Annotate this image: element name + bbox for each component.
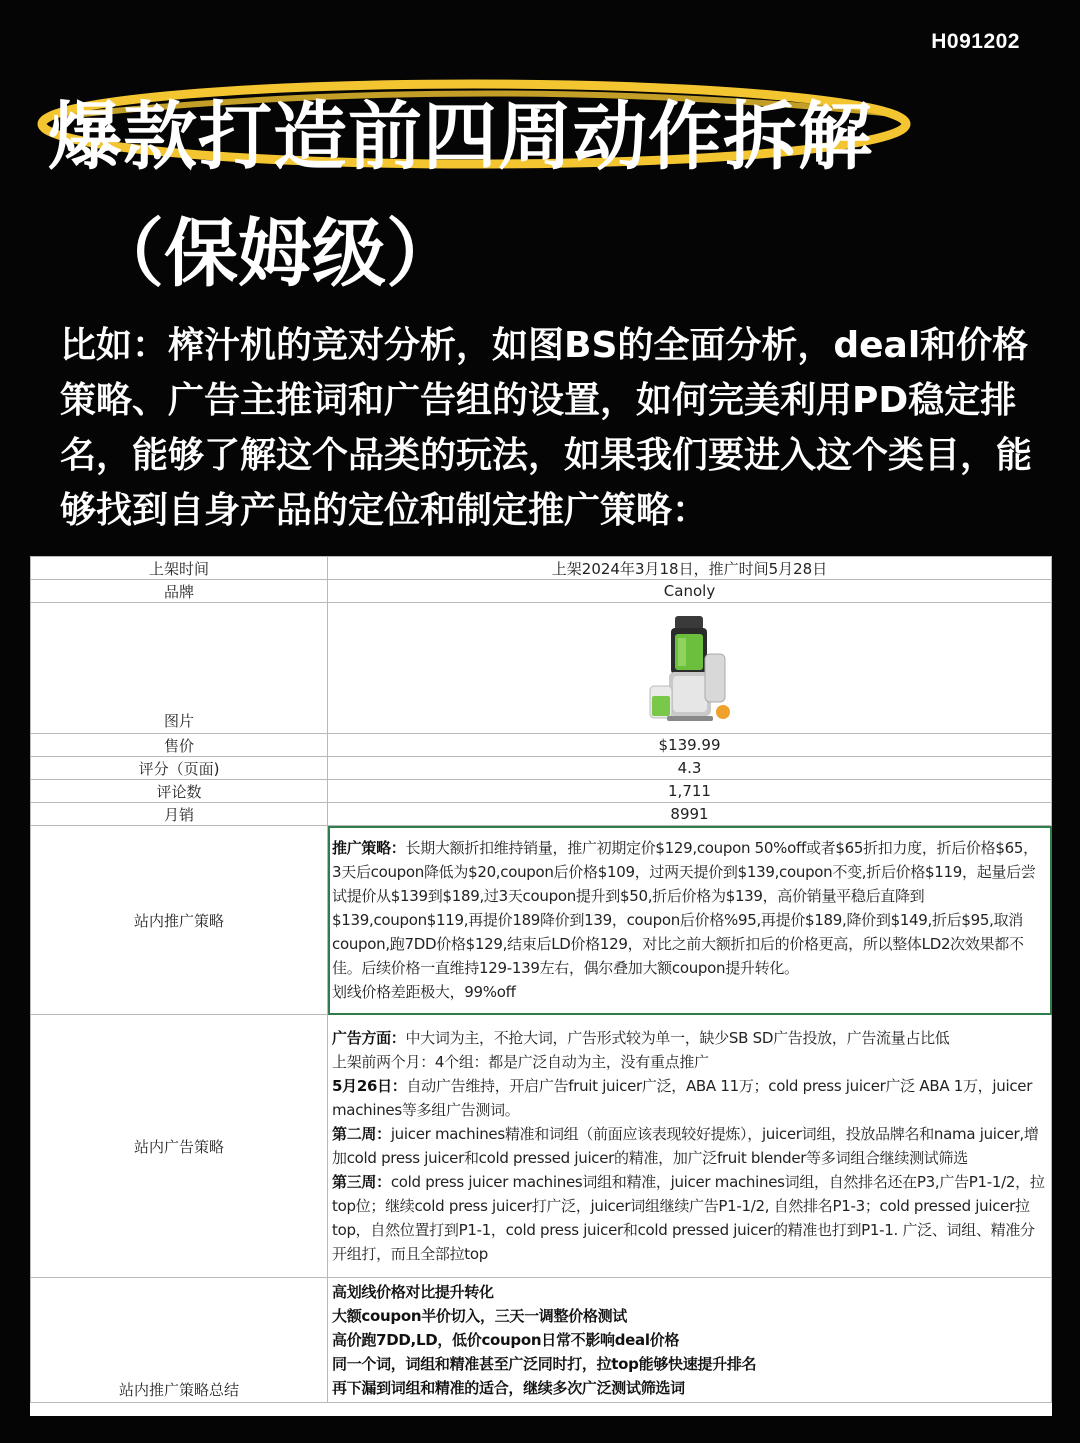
ads-para-4-heading: 第二周：	[332, 1125, 391, 1143]
title-block	[28, 60, 928, 190]
table-row	[31, 1278, 1052, 1403]
table-row	[31, 780, 1052, 803]
table-row	[31, 757, 1052, 780]
row-label-rating: 评分（页面)	[31, 757, 328, 780]
row-label-price: 售价	[31, 734, 328, 757]
summary-line: 同一个词，词组和精准甚至广泛同时打，拉top能够快速提升排名	[332, 1355, 757, 1373]
analysis-table	[30, 556, 1052, 1403]
table-row	[31, 580, 1052, 603]
summary-cell	[328, 1278, 1052, 1403]
table-row	[31, 803, 1052, 826]
promo-strategy-body: 长期大额折扣维持销量，推广初期定价$129,coupon 50%off或者$65折扣力度，折后价格$65，3天后coupon降低为$20,coupon后价格$109，过两天提价到$139,coupon不变,折后价格$119，起量后尝试提价从$139到$189,过3天coupon提升到$50,折后价格为$139，高价销量平稳后直降到$139,coupon$119,再提价189降价到139，coupon后价格%95,再提价$189,降价到$149,折后$95,取消coupon,跑7DD价格$129,结束后LD价格129，对比之前大额折扣后的价格更高，所以整体LD2次效果都不佳。后续价格一直维持129-139左右，偶尔叠加大额coupon提升转化。	[332, 839, 1038, 977]
table-row	[31, 826, 1052, 1015]
page-title: 爆款打造前四周动作拆解	[48, 94, 873, 180]
ads-para-5-body: cold press juicer machines词组和精准，juicer machines词组，自然排名还在P3,广告P1-1/2，拉top位；继续cold press juicer打广泛，juicer词组继续广告P1-1/2, 自然排名P1-3；cold pressed juicer拉top，自然位置打到P1-1，cold press juicer和cold pressed juicer的精准也打到P1-1. 广泛、词组、精准分开组打，而且全部拉top	[332, 1173, 1045, 1263]
ads-para-2: 上架前两个月：4个组：都是广泛自动为主，没有重点推广	[332, 1053, 709, 1071]
intro-paragraph: 比如：榨汁机的竞对分析，如图BS的全面分析，deal和价格策略、广告主推词和广告组的设置，如何完美利用PD稳定排名，能够了解这个品类的玩法，如果我们要进入这个类目，能够找到自身产品的定位和制定推广策略：	[60, 325, 1033, 531]
ads-para-3-heading: 5月26日：	[332, 1077, 407, 1095]
row-value-rating: 4.3	[328, 757, 1052, 780]
post-code: H091202	[931, 30, 1020, 53]
table-row	[31, 1015, 1052, 1278]
ads-strategy-cell	[328, 1015, 1052, 1278]
row-value-brand: Canoly	[328, 580, 1052, 603]
row-value-image	[328, 603, 1052, 734]
row-label-launch: 上架时间	[31, 557, 328, 580]
row-label-promo: 站内推广策略	[31, 826, 328, 1015]
row-label-brand: 品牌	[31, 580, 328, 603]
ads-para-3-body: 自动广告维持，开启广告fruit juicer广泛，ABA 11万；cold press juicer广泛 ABA 1万，juicer machines等多组广告测词。	[332, 1077, 1033, 1119]
table-row	[31, 734, 1052, 757]
row-label-ads: 站内广告策略	[31, 1015, 328, 1278]
ads-para-1	[332, 1026, 1045, 1050]
ads-para-1-heading: 广告方面：	[332, 1029, 406, 1047]
spreadsheet-screenshot	[30, 556, 1052, 1416]
promo-strategy-text	[332, 836, 1045, 980]
promo-strategy-cell	[328, 826, 1052, 1015]
promo-strategy-extra: 划线价格差距极大，99%off	[332, 983, 516, 1001]
row-label-monthly-sales: 月销	[31, 803, 328, 826]
row-value-reviews: 1,711	[328, 780, 1052, 803]
row-label-reviews: 评论数	[31, 780, 328, 803]
ads-para-5	[332, 1170, 1045, 1266]
ads-para-3	[332, 1074, 1045, 1122]
row-value-launch: 上架2024年3月18日，推广时间5月28日	[328, 557, 1052, 580]
summary-line: 大额coupon半价切入，三天一调整价格测试	[332, 1307, 627, 1325]
ads-para-5-heading: 第三周：	[332, 1173, 391, 1191]
ads-para-4-body: juicer machines精准和词组（前面应该表现较好提炼），juicer词组，投放品牌名和nama juicer,增加cold press juicer和cold pressed juicer的精准，加广泛fruit blender等多词组合继续测试筛选	[332, 1125, 1039, 1167]
ads-para-1-body: 中大词为主，不抢大词，广告形式较为单一，缺少SB SD广告投放，广告流量占比低	[405, 1029, 950, 1047]
summary-line: 高划线价格对比提升转化	[332, 1283, 494, 1301]
row-label-summary: 站内推广策略总结	[31, 1278, 328, 1403]
table-row	[31, 557, 1052, 580]
promo-strategy-heading: 推广策略：	[332, 839, 406, 857]
row-value-monthly-sales: 8991	[328, 803, 1052, 826]
summary-line: 高价跑7DD,LD，低价coupon日常不影响deal价格	[332, 1331, 680, 1349]
summary-line: 再下漏到词组和精准的适合，继续多次广泛测试筛选词	[332, 1379, 685, 1397]
row-label-image: 图片	[31, 603, 328, 734]
page-subtitle: （保姆级）	[90, 211, 460, 297]
table-row	[31, 603, 1052, 734]
row-value-price: $139.99	[328, 734, 1052, 757]
ads-para-4	[332, 1122, 1045, 1170]
juicer-product-image-icon	[645, 614, 735, 724]
